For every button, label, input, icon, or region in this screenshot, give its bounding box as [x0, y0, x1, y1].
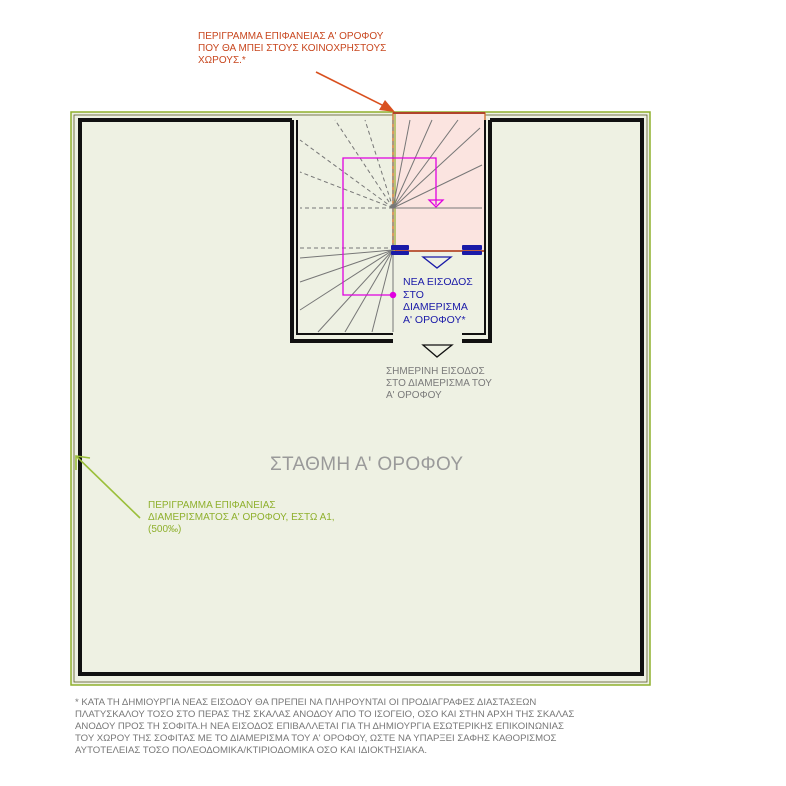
footnote: * ΚΑΤΑ ΤΗ ΔΗΜΙΟΥΡΓΙΑ ΝΕΑΣ ΕΙΣΟΔΟΥ ΘΑ ΠΡΕΠΕΙ ΝΑ ΠΛΗΡΟΥΝΤΑΙ ΟΙ ΠΡΟΔΙΑΓΡΑΦΕΣ ΔΙΑΣΤΑΣΕΩΝ ΠΛΑΤΥΣΚΑΛΟΥ ΤΟΣΟ ΣΤΟ ΠΕΡΑΣ ΤΗΣ ΣΚΑΛΑΣ ΑΝΟΔΟΥ ΑΠΟ ΤΟ ΙΣΟΓΕΙΟ, ΟΣΟ ΚΑΙ ΣΤΗΝ ΑΡΧΗ ΤΗΣ ΣΚΑΛΑΣ ΑΝΟΔΟΥ ΠΡΟΣ ΤΗ ΣΟΦΙΤΑ.Η ΝΕΑ ΕΙΣΟΔΟΣ ΕΠΙΒΑΛΛΕΤΑΙ ΓΙΑ ΤΗ ΔΗΜΙΟΥΡΓΙΑ ΕΣΩΤΕΡΙΚΗΣ ΕΠΙΚΟΙΝΩΝΙΑΣ ΤΟΥ ΧΩΡΟΥ ΤΗΣ ΣΟΦΙΤΑΣ ΜΕ ΤΟ ΔΙΑΜΕΡΙΣΜΑ ΤΟΥ Α' ΟΡΟΦΟΥ, ΩΣΤΕ ΝΑ ΥΠΑΡΞΕΙ ΣΑΦΗΣ ΚΑΘΟΡΙΣΜΟΣ ΑΥΤΟΤΕΛΕΙΑΣ ΤΟΣΟ ΠΟΛΕΟΔΟΜΙΚΑ/ΚΤΙΡΙΟΔΟΜΙΚΑ ΟΣΟ ΚΑΙ ΙΔΙΟΚΤΗΣΙΑΚΑ. [75, 697, 575, 756]
common-area-arrow [316, 72, 395, 112]
current-entrance-label: ΣΗΜΕΡΙΝΗ ΕΙΣΟΔΟΣ ΣΤΟ ΔΙΑΜΕΡΙΣΜΑ ΤΟΥ Α' ΟΡΟΦΟΥ [386, 366, 492, 401]
new-entrance-label: ΝΕΑ ΕΙΣΟΔΟΣ ΣΤΟ ΔΙΑΜΕΡΙΣΜΑ Α' ΟΡΟΦΟΥ* [403, 276, 473, 326]
apartment-outline-label: ΠΕΡΙΓΡΑΜΜΑ ΕΠΙΦΑΝΕΙΑΣ ΔΙΑΜΕΡΙΣΜΑΤΟΣ Α' ΟΡΟΦΟΥ, ΕΣΤΩ Α1, (500‰) [148, 500, 335, 535]
common-area [393, 113, 485, 251]
common-area-label: ΠΕΡΙΓΡΑΜΜΑ ΕΠΙΦΑΝΕΙΑΣ Α' ΟΡΟΦΟΥ ΠΟΥ ΘΑ ΜΠΕΙ ΣΤΟΥΣ ΚΟΙΝΟΧΡΗΣΤΟΥΣ ΧΩΡΟΥΣ.* [198, 31, 387, 66]
floor-title: ΣΤΑΘΜΗ Α' ΟΡΟΦΟΥ [270, 454, 464, 475]
